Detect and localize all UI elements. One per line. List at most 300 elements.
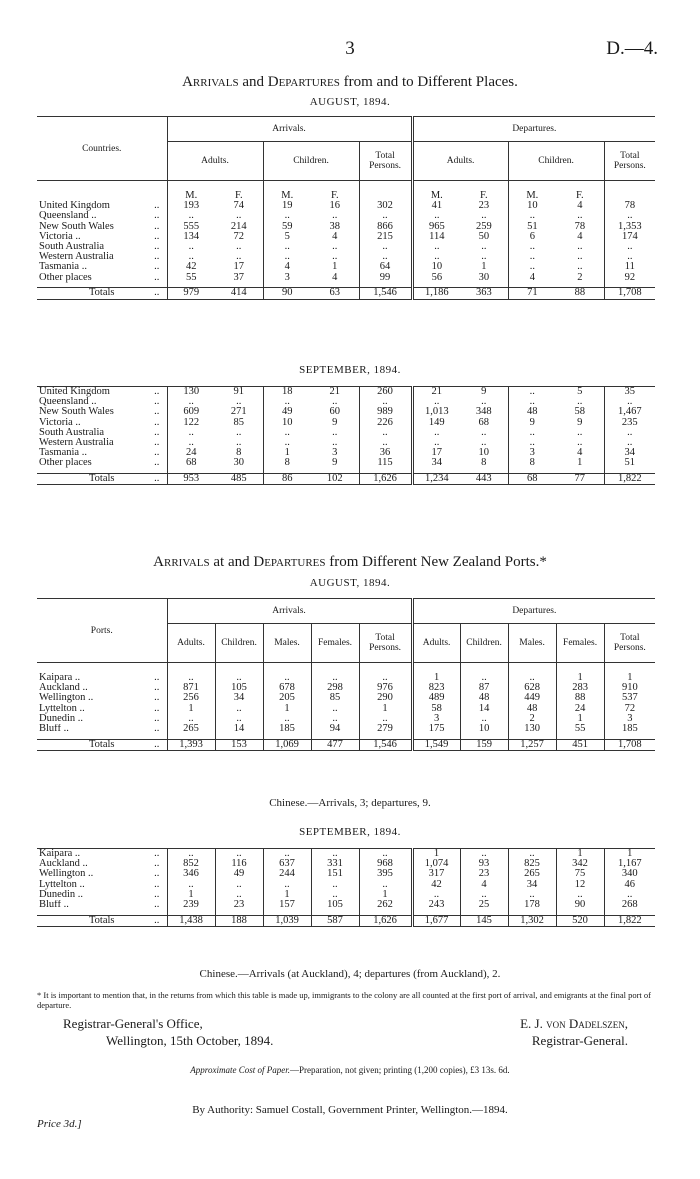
table-cell: .. [167,438,215,448]
departures-header: Departures. [412,599,655,624]
dep-males-header: Males. [508,624,556,663]
arr-adults-header: Adults. [167,142,263,181]
table-cell: 910 [604,683,655,693]
table-cell: 226 [359,418,412,428]
table-cell: .. [481,210,487,222]
table-cell: .. [604,242,655,252]
table-cell: 342 [556,859,604,869]
table-cell: 17 [233,261,245,273]
table-cell: .. [359,438,412,448]
table-cell: .. [508,890,556,900]
month-heading: AUGUST, 1894. [309,577,391,589]
table-cell: .. [412,428,460,438]
table-cell: 2 [577,271,583,283]
table-cell: 55 [167,273,215,283]
table-cell: 134 [167,232,215,242]
table-cell: .. [359,428,412,438]
total-cell: 1,822 [604,915,655,926]
table-cell: 395 [359,869,412,879]
table-cell: .. [263,211,311,221]
table-cell: 871 [167,683,215,693]
table-cell: 23 [460,869,508,879]
registrar-office: Registrar-General's Office, [63,1016,203,1031]
row-label: Lyttelton .. [39,703,85,714]
table-cell: 51 [604,458,655,468]
table-cell: .. [359,714,412,724]
table-cell: .. [332,426,338,438]
table-cell: 1 [263,704,311,714]
table-cell: .. [577,251,583,263]
table-cell: 14 [460,704,508,714]
table-cell: .. [508,242,556,252]
table-cell: 59 [263,222,311,232]
table-cell: 262 [359,900,412,910]
table-cell: .. [508,438,556,448]
row-label: Tasmania .. [39,448,87,459]
totals-row: Totals .. 1,393 153 1,069 477 1,546 1,549 159 1,257 451 1,708 [37,739,655,750]
table-cell: 1,167 [604,859,655,869]
table-cell: 48 [508,407,556,417]
table-cell: 21 [329,386,340,397]
month-heading: SEPTEMBER, 1894. [299,826,401,838]
table-cell: .. [263,397,311,407]
total-cell: 414 [230,287,247,299]
table-cell: 239 [167,900,215,910]
table-row: Dunedin .. .. 1 .. 1 .. 1 .. .. .. .. .. [37,890,655,900]
table-cell: 283 [556,683,604,693]
table-cell: 122 [167,418,215,428]
departures-header: Departures. [412,117,655,142]
row-label: New South Wales [39,221,114,232]
table-cell: 317 [412,869,460,879]
table-cell: 9 [332,416,338,428]
table-cell: 51 [508,222,556,232]
table-cell: .. [460,890,508,900]
table-cell: 2 [508,714,556,724]
table-cell: .. [604,211,655,221]
table-cell: .. [311,704,359,714]
total-cell: 86 [263,474,311,485]
total-cell: 188 [215,915,263,926]
table-row: Wellington .. .. 256 34 205 85 290 489 48 449 88 537 [37,693,655,703]
mf-row: M. F. M. F. M. F. M. F. [37,191,655,201]
table-cell: .. [167,714,215,724]
row-label: Victoria .. [39,417,81,428]
table-cell: 298 [311,683,359,693]
table-cell: 302 [359,201,412,211]
total-cell: 102 [326,473,343,485]
table-cell: .. [460,673,508,683]
table-cell: 58 [412,704,460,714]
table-cell: .. [167,428,215,438]
table-row: Auckland .. .. 871 105 678 298 976 823 87 628 283 910 [37,683,655,693]
chinese-note-august: Chinese.—Arrivals, 3; departures, 9. [269,797,431,809]
table-cell: .. [460,849,508,860]
row-label: Dunedin .. [39,713,84,724]
table-cell: 48 [460,693,508,703]
table-cell: 8 [508,458,556,468]
totals-label: Totals [89,739,115,750]
table-cell: .. [412,890,460,900]
table-cell: .. [577,241,583,253]
table-cell: 256 [167,693,215,703]
row-label: United Kingdom [39,386,110,397]
table-cell: .. [263,880,311,890]
table-row: United Kingdom .. 193 74 19 16 302 41 23 10 4 78 [37,201,655,211]
total-cell: 520 [556,915,604,926]
table-cell: .. [481,241,487,253]
table-row: Dunedin .. .. .. .. .. .. .. 3 .. 2 1 3 [37,714,655,724]
row-label: Wellington .. [39,869,94,880]
table-cell: .. [236,437,242,449]
table-cell: 823 [412,683,460,693]
table-cell: 271 [230,406,247,418]
table-cell: .. [359,673,412,683]
total-cell: 1,708 [604,288,655,299]
table-cell: 130 [508,724,556,734]
table-cell: 74 [233,200,245,212]
table-row: Kaipara .. .. .. .. .. .. .. 1 .. .. 1 1 [37,849,655,860]
table-row: Queensland .. .. .. .. .. .. .. .. .. .. .. .. [37,211,655,221]
row-label: Victoria .. [39,231,81,242]
table-cell: .. [508,387,556,398]
dep-children-header: Children. [508,142,604,181]
table-cell: 3 [412,714,460,724]
table-cell: .. [311,849,359,860]
table-cell: 3 [263,273,311,283]
total-cell: 363 [475,287,492,299]
table-cell: .. [412,438,460,448]
table-cell: 34 [508,880,556,890]
table-cell: 94 [311,724,359,734]
table-cell: 130 [167,387,215,398]
table-cell: 3 [604,714,655,724]
table-cell: .. [236,210,242,222]
dep-adults-header: Adults. [412,624,460,663]
table-cell: 5 [577,386,583,397]
total-cell: 1,069 [263,739,311,750]
table-cell: .. [332,210,338,222]
table-cell: 14 [215,724,263,734]
totals-row: Totals .. 953 485 86 102 1,626 1,234 443 68 77 1,822 [37,474,655,485]
table-cell: .. [215,673,263,683]
totals-row: Totals .. 1,438 188 1,039 587 1,626 1,677 145 1,302 520 1,822 [37,915,655,926]
row-label: Lyttelton .. [39,879,85,890]
table-cell: 99 [359,273,412,283]
table-cell: 10 [478,447,489,459]
table-row: Bluff .. .. 239 23 157 105 262 243 25 178 90 268 [37,900,655,910]
total-cell: 1,234 [412,474,460,485]
table-cell: 35 [604,387,655,398]
table-row: New South Wales .. 609 271 49 60 989 1,013 348 48 58 1,467 [37,407,655,417]
table-cell: 265 [167,724,215,734]
table-cell: .. [604,438,655,448]
table-cell: 174 [604,232,655,242]
table-cell: .. [263,242,311,252]
table-cell: .. [215,714,263,724]
table-cell: .. [359,242,412,252]
table-cell: .. [359,252,412,262]
table-cell: .. [577,210,583,222]
table-cell: 64 [359,262,412,272]
row-label: South Australia [39,242,105,253]
row-label: Auckland .. [39,859,88,870]
total-cell: 153 [215,739,263,750]
total-cell: 1,257 [508,739,556,750]
ports-table-september [37,848,655,927]
total-cell: 68 [508,474,556,485]
table-cell: 1 [556,673,604,683]
table-cell: 116 [215,859,263,869]
total-cell: 477 [311,739,359,750]
table-cell: 215 [359,232,412,242]
section2-title: Arrivals at and Departures from Different New Zealand Ports.* [153,554,547,570]
table-row: Other places .. 55 37 3 4 99 56 30 4 2 92 [37,273,655,283]
dep-children-header: Children. [460,624,508,663]
total-cell: 953 [167,474,215,485]
total-cell: 1,822 [604,474,655,485]
row-label: Queensland .. [39,397,97,408]
table-cell: 114 [412,232,460,242]
row-label: South Australia [39,427,105,438]
table-cell: 42 [167,262,215,272]
dep-total-header: Total Persons. [604,624,655,663]
table-cell: .. [263,714,311,724]
table-cell: 4 [332,271,338,283]
table-cell: 34 [215,693,263,703]
table-cell: .. [167,252,215,262]
section1-title: Arrivals and Departures from and to Different Places. [182,74,518,90]
table-cell: 678 [263,683,311,693]
total-cell: 90 [263,288,311,299]
table-cell: 976 [359,683,412,693]
total-cell: 71 [508,288,556,299]
table-cell: 235 [604,418,655,428]
table-cell: 50 [478,230,490,242]
month-heading: AUGUST, 1894. [309,96,391,108]
table-cell: 449 [508,693,556,703]
table-cell: 4 [460,880,508,890]
table-cell: 56 [412,273,460,283]
table-cell: 5 [263,232,311,242]
table-cell: 1,353 [604,222,655,232]
arr-females-header: Females. [311,624,359,663]
table-cell: .. [167,673,215,683]
row-label: Wellington .. [39,693,94,704]
table-cell: .. [577,396,583,408]
row-label: Bluff .. [39,724,69,735]
table-cell: 265 [508,869,556,879]
table-cell: 489 [412,693,460,703]
table-cell: .. [263,252,311,262]
table-cell: 1 [577,457,583,469]
table-cell: 1 [359,890,412,900]
arr-adults-header: Adults. [167,624,215,663]
table-cell: .. [359,849,412,860]
place-date: Wellington, 15th October, 1894. [106,1033,274,1048]
table-row: Victoria .. .. 122 85 10 9 226 149 68 9 9 235 [37,418,655,428]
table-cell: 48 [508,704,556,714]
table-cell: .. [167,242,215,252]
arrivals-header: Arrivals. [167,117,412,142]
table-cell: 21 [412,387,460,398]
table-cell: 259 [475,220,492,232]
total-cell: 1,039 [263,915,311,926]
table-cell: 10 [412,262,460,272]
table-cell: 23 [478,200,490,212]
table-row: Other places .. 68 30 8 9 115 34 8 8 1 51 [37,458,655,468]
table-cell: 1 [481,261,487,273]
table-cell: 537 [604,693,655,703]
table-cell: 41 [412,201,460,211]
total-cell: 88 [574,287,586,299]
table-cell: 72 [233,230,245,242]
row-label: Other places [39,272,92,283]
footnote: * It is important to mention that, in the returns from which this table is made up, immigrants to the colony are all counted at the first port of arrival, and emigrants at the final port of departure. [37,990,651,1010]
table-cell: 78 [574,220,586,232]
table-cell: .. [481,251,487,263]
table-cell: 55 [556,724,604,734]
table-cell: .. [311,880,359,890]
table-cell: 115 [359,458,412,468]
table-cell: .. [167,211,215,221]
table-cell: .. [332,241,338,253]
table-cell: 46 [604,880,655,890]
table-cell: 105 [311,900,359,910]
page-number: 3 [345,38,355,59]
total-cell: 1,626 [359,474,412,485]
table-cell: 92 [604,273,655,283]
table-row: South Australia .. .. .. .. .. .. .. .. .. .. .. [37,242,655,252]
table-cell: 4 [332,230,338,242]
table-cell: .. [263,673,311,683]
table-cell: 3 [332,447,338,459]
total-cell: 443 [475,473,492,485]
countries-header: Countries. [37,117,167,181]
table-cell: .. [508,211,556,221]
table-cell: 87 [460,683,508,693]
table-cell: 989 [359,407,412,417]
table-cell: 88 [556,693,604,703]
total-cell: 63 [329,287,341,299]
table-cell: 68 [167,458,215,468]
table-cell: 1 [332,261,338,273]
row-label: Kaipara .. [39,673,81,683]
table-cell: 290 [359,693,412,703]
table-row: Victoria .. .. 134 72 5 4 215 114 50 6 4 174 [37,232,655,242]
table-cell: 38 [329,220,341,232]
price: Price 3d.] [37,1118,82,1130]
table-cell: 825 [508,859,556,869]
table-row: Lyttelton .. .. .. .. .. .. .. 42 4 34 12 46 [37,880,655,890]
table-cell: .. [604,428,655,438]
table-cell: 85 [311,693,359,703]
table-row: Auckland .. .. 852 116 637 331 968 1,074 93 825 342 1,167 [37,859,655,869]
table-cell: .. [332,251,338,263]
table-cell: 23 [215,900,263,910]
table-cell: 609 [167,407,215,417]
table-cell: .. [481,437,487,449]
table-cell: 1 [604,673,655,683]
table-cell: 10 [460,724,508,734]
table-row: Kaipara .. .. .. .. .. .. .. 1 .. .. 1 1 [37,673,655,683]
row-label: Tasmania .. [39,262,87,273]
table-cell: 151 [311,869,359,879]
table-cell: 9 [577,416,583,428]
table-cell: 243 [412,900,460,910]
table-row: Tasmania .. .. 24 8 1 3 36 17 10 3 4 34 [37,448,655,458]
row-label: Auckland .. [39,683,88,694]
table-cell: 34 [604,448,655,458]
total-cell: 587 [311,915,359,926]
table-cell: 11 [604,262,655,272]
table-cell: 34 [412,458,460,468]
table-cell: 1,074 [412,859,460,869]
table-cell: 866 [359,222,412,232]
table-cell: .. [508,262,556,272]
table-cell: 193 [167,201,215,211]
dep-adults-header: Adults. [412,142,508,181]
table-cell: 30 [478,271,490,283]
cost-note: Approximate Cost of Paper.—Preparation, not given; printing (1,200 copies), £3 13s. 6d. [190,1065,510,1075]
table-cell: 78 [604,201,655,211]
table-cell: 58 [574,406,585,418]
table-cell: 37 [233,271,245,283]
table-cell: 852 [167,859,215,869]
table-row: Bluff .. .. 265 14 185 94 279 175 10 130 55 185 [37,724,655,734]
table-cell: .. [167,880,215,890]
table-cell: .. [577,261,583,273]
total-cell: 1,677 [412,915,460,926]
table-cell: 340 [604,869,655,879]
table-cell: 628 [508,683,556,693]
total-cell: 1,438 [167,915,215,926]
total-cell: 1,626 [359,915,412,926]
table-row: Lyttelton .. .. 1 .. 1 .. 1 58 14 48 24 72 [37,704,655,714]
table-cell: .. [332,396,338,408]
table-cell: 279 [359,724,412,734]
table-cell: 1 [412,673,460,683]
ports-table-august [37,598,655,751]
row-label: Dunedin .. [39,889,84,900]
signatory-title: Registrar-General. [531,1033,628,1048]
table-cell: .. [359,211,412,221]
table-cell: .. [481,396,487,408]
table-cell: .. [311,890,359,900]
table-cell: 49 [215,869,263,879]
table-cell: 8 [236,447,242,459]
total-cell: 159 [460,739,508,750]
table-cell: .. [215,704,263,714]
totals-label: Totals [89,287,115,299]
dep-females-header: Females. [556,624,604,663]
table-cell: 1 [263,448,311,458]
table-cell: .. [604,252,655,262]
table-cell: .. [412,397,460,407]
table-cell: 3 [508,448,556,458]
table-cell: 42 [412,880,460,890]
table-cell: 10 [263,418,311,428]
row-label: United Kingdom [39,201,110,212]
table-row: Western Australia .. .. .. .. .. .. .. .. .. .. .. [37,252,655,262]
totals-row: Totals .. 979 414 90 63 1,546 1,186 363 71 88 1,708 [37,288,655,299]
table-cell: 9 [508,418,556,428]
table-cell: 72 [604,704,655,714]
table-cell: 6 [508,232,556,242]
table-cell: 637 [263,859,311,869]
row-label: Other places [39,458,92,469]
places-table-august [37,116,655,300]
